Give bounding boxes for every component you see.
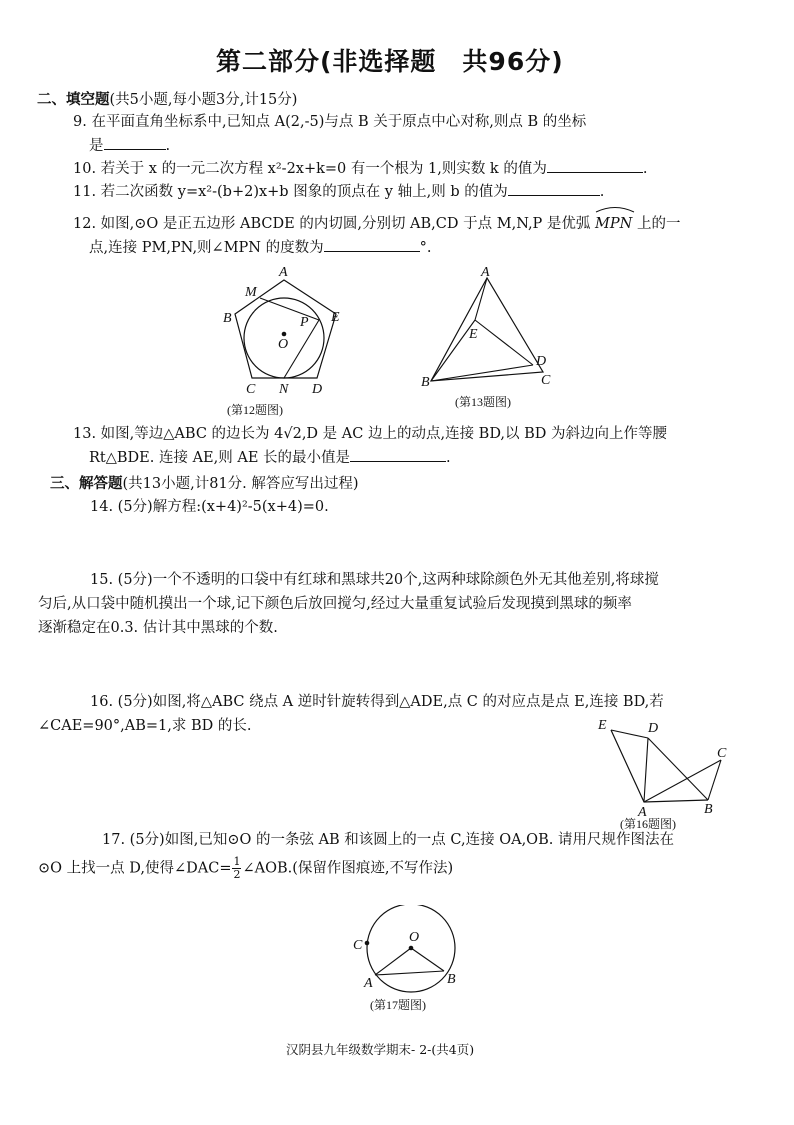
label-b: B [223, 311, 232, 326]
segments-ea-ab [611, 730, 708, 802]
question-14: 14. (5分)解方程:(x+4)²-5(x+4)=0. [90, 499, 329, 515]
question-13 [73, 422, 667, 470]
page-title: 第二部分(非选择题 共96分) [216, 47, 564, 76]
question-9 [73, 110, 586, 158]
q15-line1: 15. (5分)一个不透明的口袋中有红球和黑球共20个,这两种球除颜色外无其他差别,将球搅 [90, 572, 659, 588]
label-c: C [717, 746, 727, 761]
label-c: C [246, 382, 256, 397]
label-b: B [447, 972, 456, 987]
arc-mpn: MPN [595, 212, 632, 236]
page-footer: 汉阴县九年级数学期末- 2-(共4页) [286, 1042, 475, 1057]
label-o: O [409, 930, 420, 945]
label-d: D [312, 382, 323, 397]
segment-ob [411, 948, 444, 971]
q17-line1: 17. (5分)如图,已知⊙O 的一条弦 AB 和该圆上的一点 C,连接 OA,OB. 请用尺规作图法在 [102, 832, 674, 848]
fraction-one-half: $\frac{1}{2}$ [233, 855, 241, 881]
figure-17 [348, 905, 468, 1017]
label-a: A [638, 805, 647, 820]
q9-line2: 是 . [89, 134, 586, 158]
section-3-header [50, 472, 359, 493]
q9-line1: 9. 在平面直角坐标系中,已知点 A(2,-5)与点 B 关于原点中心对称,则点 B 的坐标 [73, 114, 587, 130]
segment-oa [375, 948, 411, 975]
label-a: A [279, 265, 288, 280]
label-o: O [278, 337, 289, 352]
section-2-header [37, 88, 297, 109]
figure-13-caption: (第13题图) [455, 395, 511, 409]
section-3-note: (共13小题,计81分. 解答应写出过程) [122, 476, 359, 492]
segment-db [648, 738, 708, 800]
label-b: B [704, 802, 713, 817]
label-a: A [481, 265, 490, 280]
q11-answer-blank[interactable] [508, 181, 600, 196]
q17-line2: ⊙O 上找一点 D,使得∠DAC= $\frac{1}{2}$ ∠AOB.(保留作图痕迹,不写作法) [38, 855, 454, 881]
label-a: A [364, 976, 373, 991]
arc-mark-icon [595, 205, 635, 213]
segment-da [644, 738, 648, 802]
segment-ae [475, 278, 487, 320]
label-n: N [279, 382, 289, 397]
label-d: D [648, 721, 659, 736]
figure-16-caption: (第16题图) [620, 817, 676, 831]
question-12 [73, 212, 680, 260]
q9-answer-blank[interactable] [104, 135, 166, 150]
q15-line2: 匀后,从口袋中随机摸出一个球,记下颜色后放回搅匀,经过大量重复试验后发现摸到黑球的频率 [38, 596, 632, 612]
question-16 [38, 690, 664, 738]
segment-bd [431, 365, 533, 381]
section-2-note: (共5小题,每小题3分,计15分) [109, 92, 298, 108]
q13-answer-blank[interactable] [350, 447, 446, 462]
chord-ab [375, 971, 444, 975]
point-c-dot [365, 941, 370, 946]
question-17 [38, 828, 674, 881]
figure-17-caption: (第17题图) [370, 998, 426, 1012]
q13-line1: 13. 如图,等边△ABC 的边长为 4√2,D 是 AC 边上的动点,连接 BD,以 BD 为斜边向上作等腰 [73, 426, 668, 442]
label-b: B [421, 375, 430, 390]
figure-12 [215, 258, 355, 418]
label-p: P [300, 315, 309, 330]
segment-ed [475, 320, 533, 365]
segment-ed [611, 730, 648, 738]
label-e: E [598, 718, 607, 733]
q12-answer-blank[interactable] [324, 237, 420, 252]
label-m: M [245, 285, 257, 300]
segment-mp [260, 298, 319, 320]
section-3-label: 三、解答题 [50, 476, 123, 492]
question-11: 11. 若二次函数 y=x²-(b+2)x+b 图象的顶点在 y 轴上,则 b 的值为 . [73, 180, 604, 204]
section-2-label: 二、填空题 [37, 92, 110, 108]
q13-line2: Rt△BDE. 连接 AE,则 AE 长的最小值是 . [89, 446, 667, 470]
label-c: C [541, 373, 551, 388]
q16-line1: 16. (5分)如图,将△ABC 绕点 A 逆时针旋转得到△ADE,点 C 的对应点是点 E,连接 BD,若 [90, 694, 664, 710]
label-e: E [469, 327, 478, 342]
label-c: C [353, 938, 363, 953]
figure-16 [586, 712, 736, 832]
figure-13 [415, 262, 565, 414]
label-d: D [536, 354, 547, 369]
q15-line3: 逐渐稳定在0.3. 估计其中黑球的个数. [38, 620, 278, 636]
q16-line2: ∠CAE=90°,AB=1,求 BD 的长. [38, 718, 252, 734]
center-o-dot [409, 946, 414, 951]
center-o-dot [282, 332, 287, 337]
q10-answer-blank[interactable] [547, 158, 643, 173]
label-e: E [331, 310, 340, 325]
question-15 [38, 568, 659, 640]
q12-line2: 点,连接 PM,PN,则∠MPN 的度数为 °. [89, 236, 680, 260]
figure-12-caption: (第12题图) [227, 403, 283, 417]
q12-line1: 12. 如图,⊙O 是正五边形 ABCDE 的内切圆,分别切 AB,CD 于点 M,N,P 是优弧 MPN 上的一 [73, 212, 680, 236]
question-10: 10. 若关于 x 的一元二次方程 x²-2x+k=0 有一个根为 1,则实数 k 的值为 . [73, 157, 647, 181]
